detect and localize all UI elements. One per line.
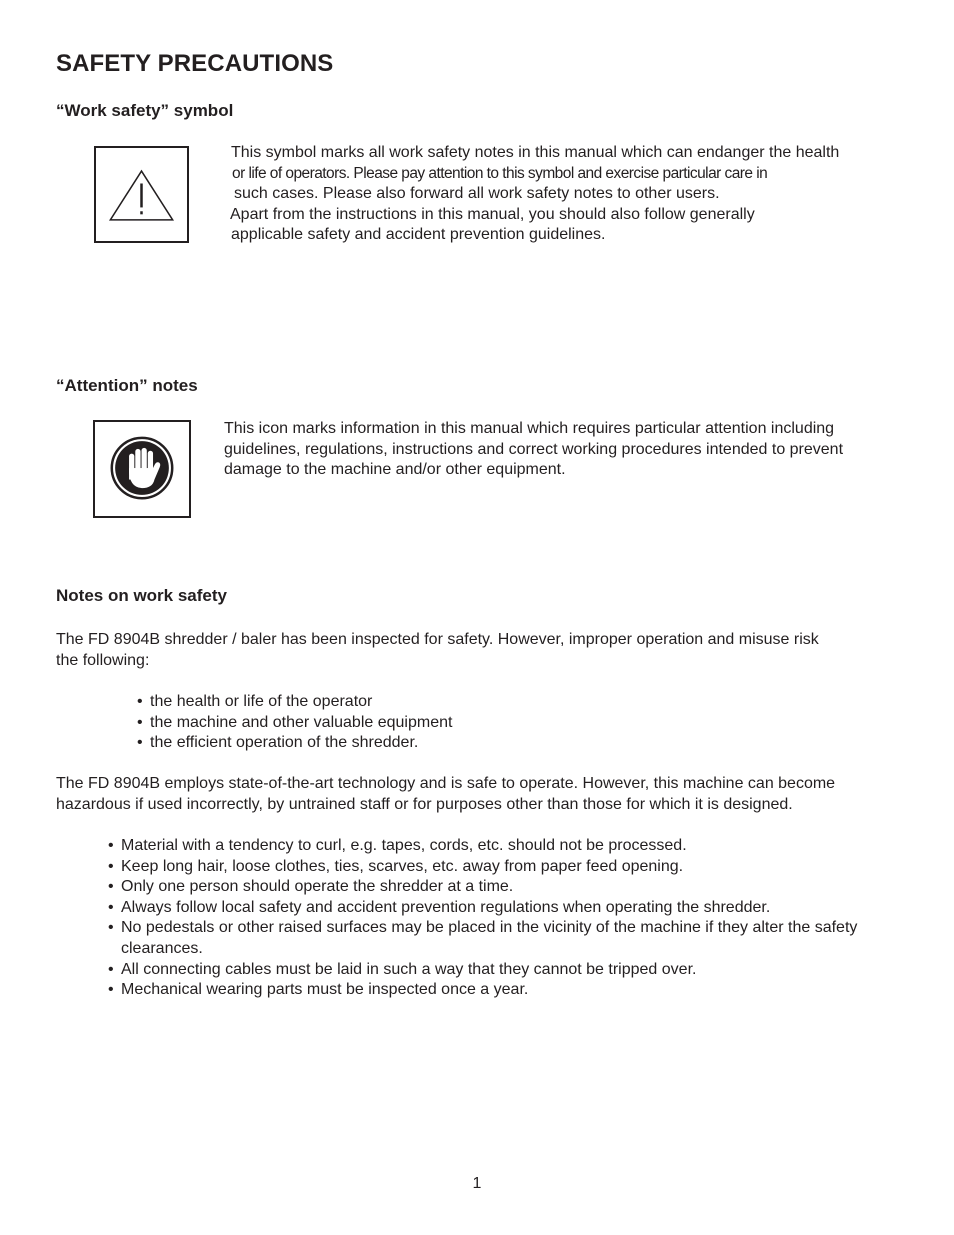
notes-intro	[56, 630, 819, 671]
attention-text	[224, 419, 843, 481]
bullet: •	[137, 693, 143, 710]
notes-paragraph-2	[56, 774, 835, 815]
rule-text: Only one person should operate the shredder at a time.	[121, 878, 514, 896]
attention-heading: “Attention” notes	[56, 376, 198, 395]
bullet: •	[108, 960, 114, 978]
risk-list	[137, 692, 452, 754]
risk-text: the health or life of the operator	[150, 693, 373, 710]
bullet: •	[108, 837, 114, 854]
attention-line: This icon marks information in this manual which requires particular attention including	[224, 420, 835, 437]
page-number: 1	[472, 1175, 482, 1192]
warning-triangle-icon	[96, 148, 187, 241]
bullet: •	[108, 898, 114, 916]
list-item	[108, 960, 878, 981]
risk-text: the efficient operation of the shredder.	[150, 734, 419, 752]
list-item	[108, 980, 878, 1001]
list-item	[137, 733, 452, 754]
rule-text: Keep long hair, loose clothes, ties, scarves, etc. away from paper feed opening.	[121, 857, 684, 875]
bullet: •	[108, 878, 114, 896]
risk-text: the machine and other valuable equipment	[150, 713, 453, 731]
work-safety-line: or life of operators. Please pay attention to this symbol and exercise particular care in	[232, 164, 768, 182]
bullet: •	[137, 713, 143, 731]
work-safety-line: Apart from the instructions in this manual, you should also follow generally	[230, 205, 755, 223]
work-safety-symbol-box	[94, 146, 189, 243]
list-item	[108, 836, 878, 857]
attention-line: guidelines, regulations, instructions and correct working procedures intended to prevent	[224, 440, 844, 458]
rule-text: Mechanical wearing parts must be inspected once a year.	[121, 981, 529, 999]
list-item	[108, 877, 878, 898]
work-safety-heading: “Work safety” symbol	[56, 101, 234, 120]
work-safety-text	[231, 143, 839, 246]
list-item	[137, 713, 452, 734]
bullet: •	[137, 734, 143, 752]
rule-text: Material with a tendency to curl, e.g. tapes, cords, etc. should not be processed.	[121, 837, 687, 854]
rule-text: Always follow local safety and accident prevention regulations when operating the shredder.	[121, 898, 771, 916]
list-item	[108, 857, 878, 878]
notes-intro-line: The FD 8904B shredder / baler has been inspected for safety. However, improper operation and misuse risk	[56, 631, 819, 648]
notes-para2-line: hazardous if used incorrectly, by untrained staff or for purposes other than those for which it is designed.	[56, 795, 793, 813]
work-safety-line: such cases. Please also forward all work safety notes to other users.	[234, 185, 720, 203]
rules-list	[108, 836, 878, 1001]
notes-heading: Notes on work safety	[56, 586, 227, 605]
list-item	[108, 898, 878, 919]
bullet: •	[108, 981, 114, 999]
notes-intro-line: the following:	[56, 651, 150, 669]
bullet: •	[108, 919, 114, 937]
list-item	[137, 692, 452, 713]
rule-text: All connecting cables must be laid in such a way that they cannot be tripped over.	[121, 960, 697, 978]
notes-para2-line: The FD 8904B employs state-of-the-art technology and is safe to operate. However, this machine can become	[56, 775, 836, 792]
bullet: •	[108, 857, 114, 875]
attention-symbol-box	[93, 420, 191, 518]
work-safety-line: applicable safety and accident prevention guidelines.	[231, 226, 606, 244]
attention-line: damage to the machine and/or other equipment.	[224, 461, 566, 479]
stop-hand-icon	[95, 422, 189, 516]
rule-text: No pedestals or other raised surfaces may be placed in the vicinity of the machine if they alter the safety clearances.	[121, 919, 858, 957]
list-item	[108, 918, 878, 959]
page-title: SAFETY PRECAUTIONS	[56, 50, 334, 77]
work-safety-line: This symbol marks all work safety notes in this manual which can endanger the health	[231, 144, 840, 161]
